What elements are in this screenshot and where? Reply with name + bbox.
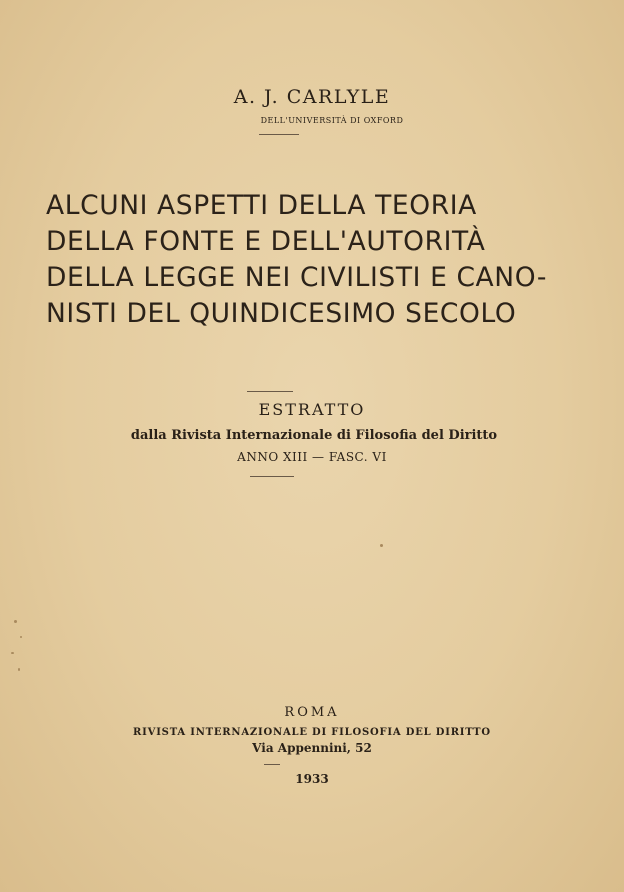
title-line: DELLA FONTE E DELL'AUTORITÀ <box>46 226 486 257</box>
foxing-spot <box>380 544 383 547</box>
title-line: DELLA LEGGE NEI CIVILISTI E CANO- <box>46 262 548 293</box>
foxing-spot <box>18 668 20 671</box>
divider-estratto-bottom <box>250 476 294 477</box>
author-name: A. J. CARLYLE <box>233 86 391 108</box>
estratto-label: ESTRATTO <box>258 400 366 419</box>
publication-city: ROMA <box>284 705 340 720</box>
title-line: ALCUNI ASPETTI DELLA TEORIA <box>46 190 477 221</box>
author-affiliation: DELL'UNIVERSITÀ DI OXFORD <box>260 116 404 125</box>
divider-year <box>264 764 280 765</box>
foxing-spot <box>14 620 17 623</box>
publisher-address: Via Appennini, 52 <box>252 741 372 755</box>
divider-estratto-top <box>247 391 293 392</box>
title-line: NISTI DEL QUINDICESIMO SECOLO <box>46 298 517 329</box>
publisher-name: RIVISTA INTERNAZIONALE DI FILOSOFIA DEL DIRITTO <box>133 727 491 738</box>
book-title <box>46 188 586 332</box>
source-journal: dalla Rivista Internazionale di Filosofia del Diritto <box>130 428 498 443</box>
publication-year: 1933 <box>295 772 329 786</box>
divider-top <box>259 134 299 135</box>
issue-info: ANNO XIII — FASC. VI <box>237 450 387 464</box>
foxing-spot <box>20 636 22 638</box>
foxing-spot <box>11 652 14 654</box>
